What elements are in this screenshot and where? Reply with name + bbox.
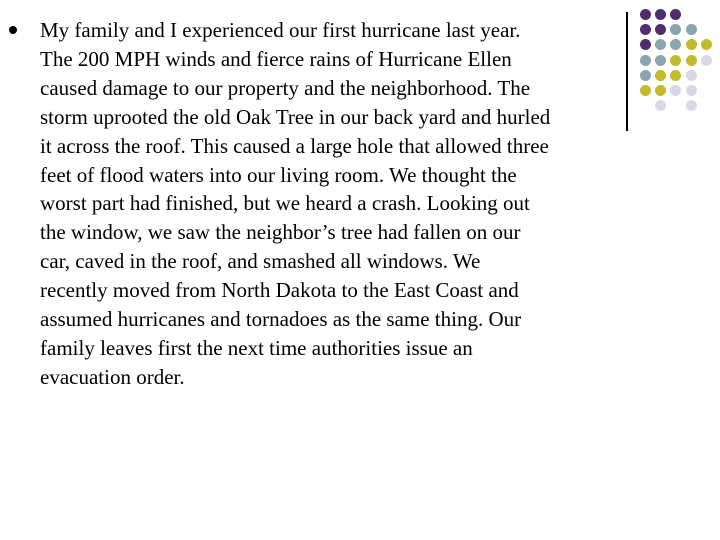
paragraph-line: family leaves first the next time authorities issue an	[40, 335, 473, 360]
decorative-dot	[686, 24, 697, 35]
paragraph-line: evacuation order.	[40, 364, 185, 389]
decorative-dot	[670, 39, 681, 50]
paragraph-line: it across the roof. This caused a large hole that allowed three	[40, 133, 549, 158]
paragraph-line: the window, we saw the neighbor’s tree had fallen on our	[40, 220, 521, 245]
decorative-dot	[640, 55, 651, 66]
decorative-dot	[655, 55, 666, 66]
decorative-dot	[655, 24, 666, 35]
decorative-dot-grid	[640, 9, 720, 119]
decorative-dot	[655, 70, 666, 81]
vertical-divider	[626, 12, 628, 131]
decorative-dot	[655, 39, 666, 50]
decorative-dot	[686, 39, 697, 50]
paragraph-line: car, caved in the roof, and smashed all windows. We	[40, 249, 481, 274]
decorative-dot	[686, 55, 697, 66]
decorative-dot	[640, 85, 651, 96]
paragraph-line: The 200 MPH winds and fierce rains of Hurricane Ellen	[40, 46, 512, 71]
decorative-dot	[655, 100, 666, 111]
body-paragraph	[40, 16, 640, 392]
decorative-dot	[670, 55, 681, 66]
decorative-dot	[640, 70, 651, 81]
paragraph-line: assumed hurricanes and tornadoes as the same thing. Our	[40, 307, 522, 332]
decorative-dot	[655, 9, 666, 20]
decorative-dot	[686, 85, 697, 96]
decorative-dot	[686, 70, 697, 81]
paragraph-line: feet of flood waters into our living room. We thought the	[40, 162, 517, 187]
decorative-dot	[701, 39, 712, 50]
decorative-dot	[640, 9, 651, 20]
decorative-dot	[640, 24, 651, 35]
paragraph-line: recently moved from North Dakota to the East Coast and	[40, 278, 519, 303]
decorative-dot	[670, 70, 681, 81]
paragraph-line: caused damage to our property and the neighborhood. The	[40, 75, 531, 100]
decorative-dot	[655, 85, 666, 96]
decorative-dot	[670, 24, 681, 35]
paragraph-line: worst part had finished, but we heard a crash. Looking out	[40, 191, 530, 216]
decorative-dot	[670, 9, 681, 20]
paragraph-line: storm uprooted the old Oak Tree in our back yard and hurled	[40, 104, 551, 129]
decorative-dot	[640, 39, 651, 50]
decorative-dot	[701, 55, 712, 66]
decorative-dot	[686, 100, 697, 111]
paragraph-line: My family and I experienced our first hurricane last year.	[40, 18, 521, 42]
decorative-dot	[670, 85, 681, 96]
bullet-marker	[9, 26, 17, 34]
